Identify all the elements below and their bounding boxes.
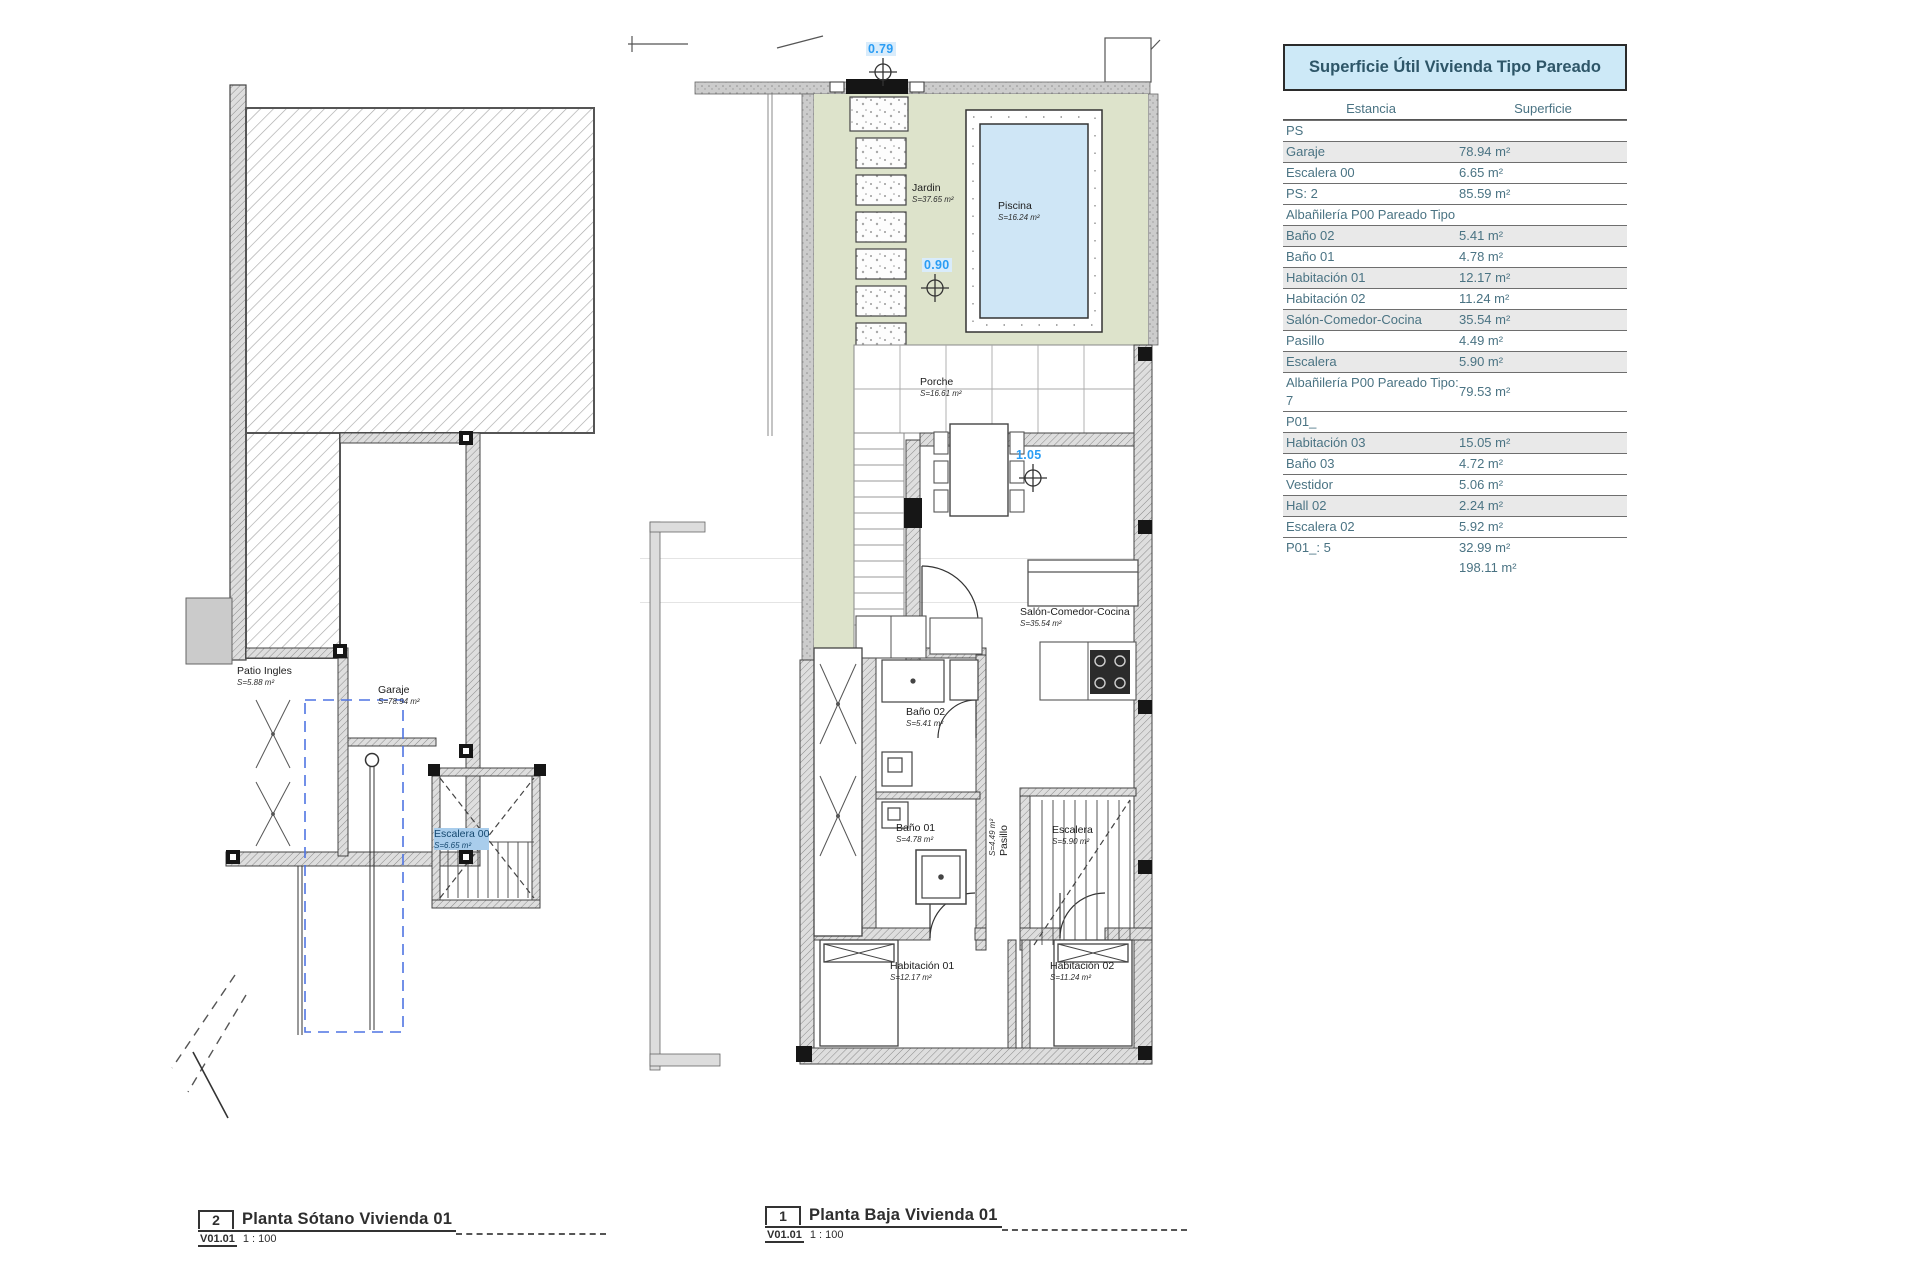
room-label-salon: Salón-Comedor-Cocina S=35.54 m² [1020,606,1130,628]
row-value: 5.92 m² [1459,519,1504,534]
row-label: Garaje [1286,144,1326,159]
room-label-porche: Porche S=16.61 m² [920,376,962,398]
room-label-piscina: Piscina S=16.24 m² [998,200,1040,222]
row-label: Baño 02 [1286,228,1335,243]
row-value: 79.53 m² [1459,384,1511,399]
table-row [1283,141,1627,162]
row-label: Baño 01 [1286,249,1335,264]
row-label: PS [1286,123,1304,138]
view-number-box: 1 [765,1206,801,1225]
patio-ingles-marks [256,700,290,846]
room-label-habitacion02: Habitación 02 S=11.24 m² [1050,960,1115,982]
row-label: Hall 02 [1286,498,1327,513]
row-label: Escalera 02 [1286,519,1355,534]
table-row [1283,330,1627,351]
table-row [1283,267,1627,288]
room-label-bano01: Baño 01 S=4.78 m² [896,822,936,844]
stove-icon [1090,650,1130,694]
table-row [1283,537,1627,558]
sotano-side-block [186,598,232,664]
caption-dashes [456,1233,606,1235]
caption-planta-baja [765,1206,1187,1241]
bathroom-fixtures [882,660,978,904]
area-table [1283,44,1627,578]
room-label-escalera: Escalera S=5.90 m² [1052,824,1093,846]
room-label-patio-ingles: Patio Ingles S=5.88 m² [237,665,292,687]
room-label-pasillo: S=4.49 m² Pasillo [988,818,1010,856]
view-scale: 1 : 100 [242,1233,277,1245]
sotano-hatched-area [246,108,594,658]
row-label: Albañilería P00 Pareado Tipo [1286,207,1456,222]
row-label: P01_: 5 [1286,540,1331,555]
column-header-superficie: Superficie [1514,101,1572,116]
caption-dashes [1002,1229,1187,1231]
row-label: Escalera [1286,354,1337,369]
row-label: P01_ [1286,414,1317,429]
row-value: 4.72 m² [1459,456,1504,471]
row-value: 198.11 m² [1459,560,1517,575]
area-table-header [1283,99,1627,120]
room-label-jardin: Jardin S=37.65 m² [912,182,954,204]
table-row [1283,162,1627,183]
view-number-box: 2 [198,1210,234,1229]
row-value: 5.06 m² [1459,477,1504,492]
table-row [1283,474,1627,495]
row-label: Salón-Comedor-Cocina [1286,312,1422,327]
porch-tiles [854,345,1134,433]
row-label: Habitación 01 [1286,270,1366,285]
row-value: 78.94 m² [1459,144,1511,159]
table-row [1283,558,1627,578]
plan-baja-drawing [620,20,1180,1120]
row-label: Escalera 00 [1286,165,1355,180]
table-row [1283,288,1627,309]
row-label: PS: 2 [1286,186,1318,201]
row-label: Albañilería P00 Pareado Tipo: 7 [1286,375,1459,408]
caption-planta-sotano [198,1210,606,1245]
table-row [1283,225,1627,246]
row-value: 4.78 m² [1459,249,1504,264]
neighbour-wall [650,522,720,1070]
row-label: Pasillo [1286,333,1325,348]
view-reference: V01.01 [200,1233,235,1245]
lightwell-marks [814,648,862,936]
sofa [1028,560,1138,606]
table-row [1283,204,1627,225]
row-value: 35.54 m² [1459,312,1511,327]
row-label: Habitación 02 [1286,291,1366,306]
dimension-top: 0.79 [868,42,894,56]
table-row [1283,411,1627,432]
room-label-garaje: Garaje S=78.94 m² [378,684,420,706]
row-value: 6.65 m² [1459,165,1504,180]
table-row [1283,183,1627,204]
bed-habitacion02 [1054,940,1132,1046]
row-label: Baño 03 [1286,456,1335,471]
stairs-escalera [1034,800,1130,945]
plan-sotano-drawing [140,40,620,1140]
lift-pit [298,738,436,1035]
room-label-escalera00: Escalera 00 S=6.65 m² [434,828,490,850]
row-label: Vestidor [1286,477,1333,492]
bed-habitacion01 [820,940,898,1046]
row-value: 4.49 m² [1459,333,1504,348]
row-value: 2.24 m² [1459,498,1504,513]
table-row [1283,372,1627,411]
table-row [1283,246,1627,267]
row-value: 5.41 m² [1459,228,1504,243]
table-row [1283,453,1627,474]
area-table-title: Superficie Útil Vivienda Tipo Pareado [1283,44,1627,91]
row-value: 32.99 m² [1459,540,1511,555]
row-value: 12.17 m² [1459,270,1511,285]
table-body [1283,120,1627,578]
dimension-middle: 0.90 [924,258,950,272]
table-row [1283,120,1627,141]
table-row [1283,351,1627,372]
row-value: 15.05 m² [1459,435,1511,450]
view-reference: V01.01 [767,1229,802,1241]
view-title: Planta Baja Vivienda 01 [809,1206,998,1224]
table-row [1283,495,1627,516]
row-value: 85.59 m² [1459,186,1511,201]
column-header-estancia: Estancia [1346,101,1396,116]
room-label-bano02: Baño 02 S=5.41 m² [906,706,946,728]
table-row [1283,516,1627,537]
table-row [1283,309,1627,330]
row-value: 11.24 m² [1459,291,1510,306]
sotano-left-wall [230,85,246,660]
dining-table [934,424,1024,516]
row-value: 5.90 m² [1459,354,1504,369]
room-label-habitacion01: Habitación 01 S=12.17 m² [890,960,955,982]
plot-boundary-lines [172,975,246,1118]
view-scale: 1 : 100 [809,1229,844,1241]
view-title: Planta Sótano Vivienda 01 [242,1210,453,1228]
table-row [1283,432,1627,453]
dimension-lower: 1.05 [1016,448,1042,462]
row-label: Habitación 03 [1286,435,1366,450]
top-right-structure [1105,38,1151,82]
